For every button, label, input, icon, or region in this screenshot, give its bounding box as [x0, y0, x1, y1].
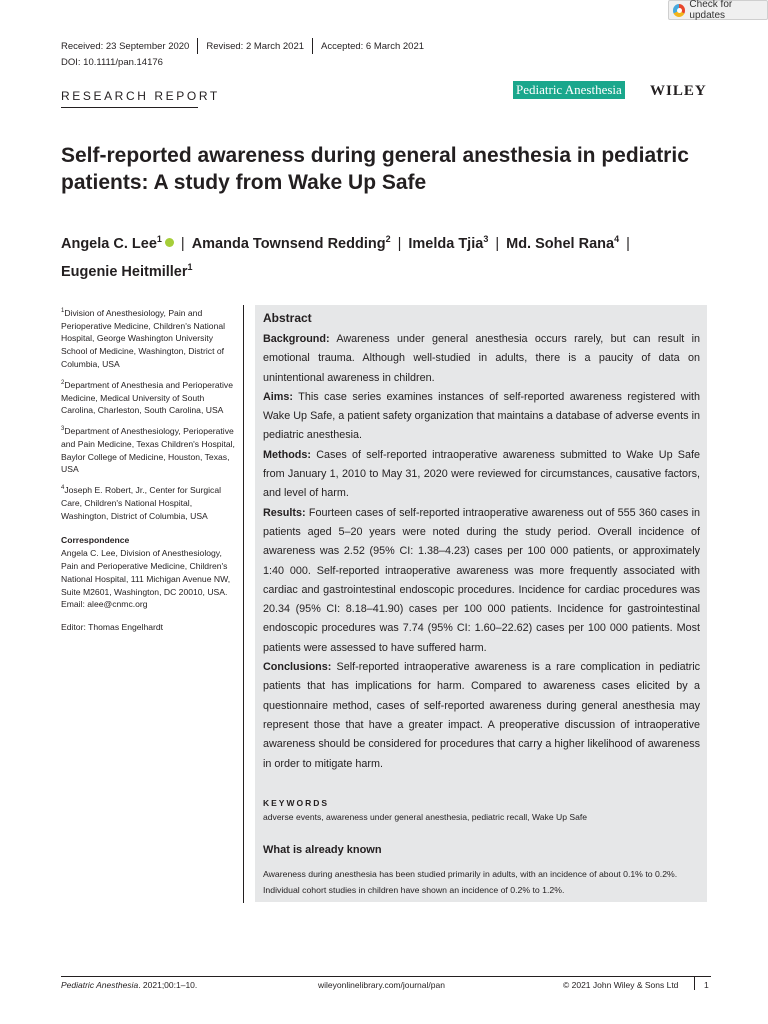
abstract-section: Conclusions: Self-reported intraoperative awareness is a rare complication in pediatric patients that has implications for harm. Compared to awareness cases elicited by a questionnaire method, cases of self-reported awareness during general anesthesia may represent those that have a greater impact. A preoperative discussion of intraoperative awareness should be considered for procedures that carry a higher likelihood of awareness in order to mitigate harm. — [263, 661, 700, 770]
footer-url[interactable]: wileyonlinelibrary.com/journal/pan — [318, 980, 445, 990]
correspondence-address: Angela C. Lee, Division of Anesthesiology, Pain and Perioperative Medicine, Children's National Hospital, 111 Michigan Avenue NW, Suite M2601, Washington, DC 20010, USA. — [61, 548, 231, 597]
received-date: Received: 23 September 2020 — [61, 40, 190, 52]
section-underline — [61, 107, 198, 108]
author-name[interactable]: Angela C. Lee — [61, 235, 157, 252]
affiliation: $^2$Department of Anesthesia and Perioperative Medicine, Medical University of South Carolina, Charleston, South Carolina, USA — [61, 379, 233, 416]
abstract-section: Methods: Cases of self-reported intraoperative awareness submitted to Wake Up Safe from January 1, 2010 to May 31, 2020 were reviewed for circumstances, causative factors, and level of harm. — [263, 448, 701, 500]
author-name[interactable]: Eugenie Heitmiller — [61, 263, 188, 280]
column-divider — [243, 305, 244, 903]
correspondence-email[interactable]: Email: alee@cnmc.org — [61, 599, 148, 610]
footer-citation: Pediatric Anesthesia. 2021;00:1–10. — [61, 980, 198, 990]
known-text: Awareness during anesthesia has been studied primarily in adults, with an incidence of about 0.1% to 0.2%. Individual cohort studies in children have shown an incidence of 0.2% to 1.2%. — [263, 869, 678, 895]
article-dates — [61, 38, 424, 54]
affiliation: $^1$Division of Anesthesiology, Pain and Perioperative Medicine, Children's National Hospital, George Washington University School of Medicine, Washington, District of Columbia, USA — [61, 307, 226, 370]
page-number: 1 — [704, 980, 709, 990]
footer-rule — [61, 976, 711, 977]
orcid-icon[interactable] — [165, 238, 174, 247]
keywords-heading: KEYWORDS — [263, 798, 330, 808]
known-heading: What is already known — [263, 844, 382, 856]
crossmark-icon — [673, 4, 685, 17]
author-name[interactable]: Md. Sohel Rana — [506, 235, 615, 252]
correspondence-heading: Correspondence — [61, 535, 130, 546]
abstract-section: Results: Fourteen cases of self-reported intraoperative awareness out of 555 360 cases in patients aged 5–20 years were noted during the study period. Overall incidence of awareness was 2.52 (95% CI: 1.38–4.23) cases per 100 000 patients, or approximately 1:40 000. Self-reported intraoperative awareness was more frequently associated with cardiac and gastrointestinal endoscopic procedures. Incidence for cardiac procedures was 20.34 (95% CI: 8.18–41.90) cases per 100 000 patients. Incidence for gastrointestinal endoscopic procedures was 7.74 (95% CI: 1.60–22.62) cases per 100 000 patients. Most patients were assessed to have suffered harm. — [263, 506, 700, 654]
keywords: adverse events, awareness under general anesthesia, pediatric recall, Wake Up Safe — [263, 812, 588, 822]
abstract-body — [263, 330, 700, 774]
accepted-date: Accepted: 6 March 2021 — [321, 40, 425, 52]
affiliations-column — [61, 305, 241, 640]
divider — [197, 38, 198, 54]
author-affiliation-number: 1 — [187, 261, 193, 272]
publisher-logo: WILEY — [650, 83, 707, 99]
revised-date: Revised: 2 March 2021 — [206, 40, 305, 52]
abstract-section: Background: Awareness under general anesthesia occurs rarely, but can result in emotional trauma. Although well-studied in adults, there is a paucity of data on unintentional awareness in children. — [263, 333, 700, 384]
author-name[interactable]: Imelda Tjia — [408, 235, 484, 252]
abstract-section: Aims: This case series examines instances of self-reported awareness registered with Wake Up Safe, a patient safety organization that maintains a database of adverse events in pediatric anesthesia. — [263, 390, 700, 442]
affiliation: $^4$Joseph E. Robert, Jr., Center for Surgical Care, Children's National Hospital, Washington, District of Columbia, USA — [61, 485, 222, 521]
check-for-updates-button[interactable] — [668, 0, 768, 20]
check-for-updates-label: Check for updates — [689, 0, 733, 21]
article-title: Self-reported awareness during general anesthesia in pediatric patients: A study from Wake Up Safe — [61, 144, 689, 194]
author-list: Angela C. Lee$^1$ | Amanda Townsend Redding$^2$ | Imelda Tjia$^3$ | Md. Sohel Rana$^4$ | Eugenie Heitmiller$^1$ — [61, 234, 630, 280]
correspondence — [61, 534, 241, 611]
abstract-heading: Abstract — [263, 311, 312, 325]
author-affiliation-number: 1 — [156, 234, 162, 244]
author-affiliation-number: 2 — [385, 234, 391, 244]
section-label: RESEARCH REPORT — [61, 89, 220, 103]
author-affiliation-number: 3 — [483, 234, 489, 244]
doi[interactable]: DOI: 10.1111/pan.14176 — [61, 57, 163, 68]
author-name[interactable]: Amanda Townsend Redding — [191, 235, 386, 252]
author-affiliation-number: 4 — [614, 234, 620, 244]
footer-divider — [694, 976, 695, 990]
footer-copyright: © 2021 John Wiley & Sons Ltd — [563, 980, 679, 990]
affiliation: $^3$Department of Anesthesiology, Perioperative and Pain Medicine, Texas Children's Hospital, Baylor College of Medicine, Houston, Texas, USA — [61, 425, 235, 475]
editor: Editor: Thomas Engelhardt — [61, 622, 164, 633]
divider — [312, 38, 313, 54]
journal-logo: Pediatric Anesthesia — [513, 81, 625, 99]
